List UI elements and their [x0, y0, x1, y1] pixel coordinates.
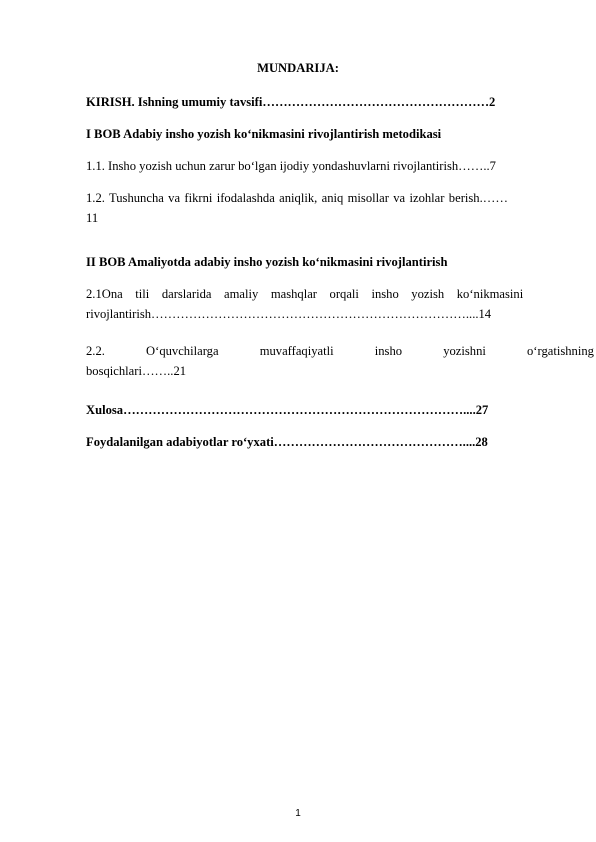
toc-entry-line2: 11: [86, 211, 99, 225]
toc-entry-text: KIRISH. Ishning umumiy tavsifi………………………………………………2: [86, 95, 496, 109]
toc-entry-text: Foydalanilgan adabiyotlar ro‘yxati………………………………………....28: [86, 435, 488, 449]
toc-entry-kirish: [86, 92, 516, 112]
toc-entry-line2: rivojlantirish…………………………………………………………………....14: [86, 307, 492, 321]
toc-entry-1-2: [86, 188, 516, 228]
toc-entry-references: [86, 432, 516, 452]
toc-entry-line1: 2.2. O‘quvchilarga muvaffaqiyatli insho yozishni o‘rgatishning: [86, 344, 594, 358]
toc-entry-chapter-2: [86, 252, 516, 272]
toc-entry-text: II BOB Amaliyotda adabiy insho yozish ko‘nikmasini rivojlantirish: [86, 255, 448, 269]
toc-entry-text: 1.1. Insho yozish uchun zarur bo‘lgan ijodiy yondashuvlarni rivojlantirish……..7: [86, 159, 496, 173]
toc-entry-xulosa: [86, 400, 516, 420]
toc-entry-line1: 1.2. Tushuncha va fikrni ifodalashda aniqlik, aniq misollar va izohlar berish.……: [86, 191, 508, 205]
toc-entry-line1: 2.1Ona tili darslarida amaliy mashqlar orqali insho yozish ko‘nikmasini: [86, 287, 524, 301]
toc-entry-2-2: [86, 341, 594, 381]
toc-entry-chapter-1: [86, 124, 516, 144]
toc-entry-text: Xulosa………………………………………………………………………....27: [86, 403, 489, 417]
toc-title: MUNDARIJA:: [257, 61, 339, 75]
page-number: 1: [295, 808, 301, 819]
toc-entry-line2: bosqichlari……..21: [86, 364, 187, 378]
toc-entry-text: I BOB Adabiy insho yozish ko‘nikmasini rivojlantirish metodikasi: [86, 127, 442, 141]
toc-entry-2-1: [86, 284, 524, 324]
toc-entry-1-1: [86, 156, 516, 176]
